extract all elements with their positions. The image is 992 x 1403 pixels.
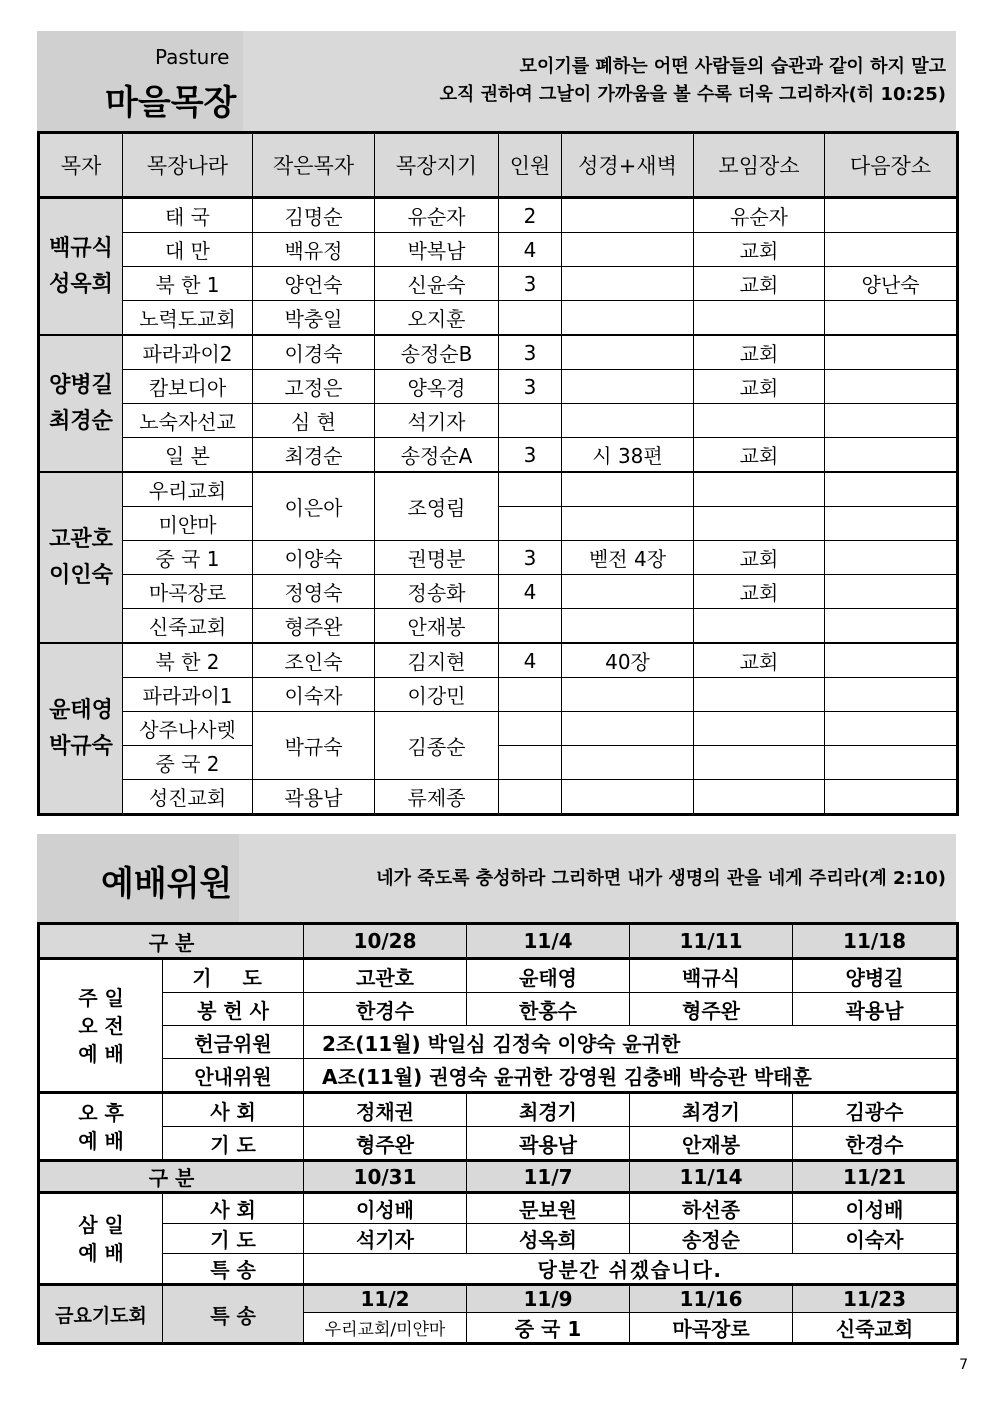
next-place-cell (825, 746, 958, 780)
name-cell: 송정순 (630, 1224, 793, 1254)
role-label: 특 송 (163, 1254, 304, 1285)
table-row (39, 1193, 958, 1224)
page-number: 7 (959, 1357, 968, 1373)
count-cell: 3 (499, 438, 562, 473)
next-place-cell (825, 712, 958, 746)
guide-cell: A조(11월) 권영숙 윤귀한 강영원 김충배 박승관 박태훈 (304, 1059, 958, 1093)
keeper-cell: 유순자 (375, 198, 499, 233)
date-cell: 11/4 (467, 924, 630, 959)
worship-section (37, 834, 956, 1345)
pasture-section (37, 31, 956, 816)
next-place-cell (825, 404, 958, 438)
mokjang-cell: 노력도교회 (123, 301, 253, 336)
table-row (39, 404, 958, 438)
keeper-cell: 오지훈 (375, 301, 499, 336)
next-place-cell (825, 541, 958, 575)
small-shepherd-cell: 이숙자 (253, 678, 375, 712)
label-line: 예 배 (78, 1128, 124, 1153)
leader-name: 이인숙 (49, 562, 113, 588)
place-cell (694, 404, 825, 438)
place-cell: 교회 (694, 643, 825, 678)
next-place-cell (825, 198, 958, 233)
leader-name: 윤태영 (49, 697, 113, 723)
place-cell (694, 780, 825, 815)
role-label: 기 도 (163, 1224, 304, 1254)
keeper-cell: 안재봉 (375, 609, 499, 644)
name-cell: 고관호 (304, 959, 467, 993)
col-header: 목자 (39, 133, 123, 198)
count-cell: 4 (499, 233, 562, 267)
keeper-cell: 김지현 (375, 643, 499, 678)
mokjang-cell: 우리교회 (123, 472, 253, 507)
name-cell: 석기자 (304, 1224, 467, 1254)
wed-label (39, 1193, 163, 1285)
count-cell (499, 609, 562, 644)
bible-cell (562, 233, 694, 267)
bible-cell (562, 780, 694, 815)
table-row (39, 643, 958, 678)
keeper-cell: 송정순B (375, 335, 499, 370)
name-cell: 한경수 (793, 1127, 958, 1161)
name-cell: 이성배 (793, 1193, 958, 1224)
next-place-cell (825, 575, 958, 609)
table-row (39, 1059, 958, 1093)
small-shepherd-cell: 심 현 (253, 404, 375, 438)
sunday-am-label (39, 959, 163, 1093)
name-cell: 안재봉 (630, 1127, 793, 1161)
date-cell: 10/31 (304, 1161, 467, 1193)
bible-cell (562, 712, 694, 746)
count-cell: 3 (499, 541, 562, 575)
table-row (39, 233, 958, 267)
bible-cell (562, 267, 694, 301)
label-line: 삼 일 (78, 1212, 124, 1237)
keeper-cell: 양옥경 (375, 370, 499, 404)
leader-name: 최경순 (49, 408, 113, 434)
bible-cell (562, 678, 694, 712)
place-cell: 교회 (694, 335, 825, 370)
keeper-cell: 정송화 (375, 575, 499, 609)
name-cell: 마곡장로 (630, 1313, 793, 1344)
label-line: 오 전 (78, 1013, 124, 1038)
keeper-cell: 이강민 (375, 678, 499, 712)
keeper-cell: 김종순 (375, 712, 499, 780)
count-cell (499, 780, 562, 815)
date-cell: 11/16 (630, 1285, 793, 1313)
mokjang-cell: 북 한 1 (123, 267, 253, 301)
mokjang-cell: 미얀마 (123, 507, 253, 541)
gubun-label: 구 분 (39, 924, 304, 959)
count-cell: 3 (499, 267, 562, 301)
name-cell: 중 국 1 (467, 1313, 630, 1344)
next-place-cell (825, 780, 958, 815)
bible-cell (562, 472, 694, 507)
mokjang-cell: 일 본 (123, 438, 253, 473)
worship-title: 예배위원 (101, 864, 233, 904)
place-cell: 교회 (694, 541, 825, 575)
date-cell: 11/18 (793, 924, 958, 959)
table-row (39, 198, 958, 233)
leader-name: 양병길 (49, 372, 113, 398)
name-cell: 곽용남 (793, 993, 958, 1026)
count-cell: 3 (499, 370, 562, 404)
small-shepherd-cell: 최경순 (253, 438, 375, 473)
count-cell (499, 678, 562, 712)
leader-cell (39, 335, 123, 472)
label-line: 예 배 (78, 1041, 124, 1066)
leader-name: 고관호 (49, 526, 113, 552)
leader-name: 박규숙 (49, 733, 113, 759)
mokjang-cell: 성진교회 (123, 780, 253, 815)
small-shepherd-cell: 이은아 (253, 472, 375, 541)
name-cell: 한경수 (304, 993, 467, 1026)
leader-cell (39, 198, 123, 336)
name-cell: 문보원 (467, 1193, 630, 1224)
mokjang-cell: 북 한 2 (123, 643, 253, 678)
next-place-cell (825, 301, 958, 336)
role-label: 기 도 (163, 1127, 304, 1161)
next-place-cell (825, 609, 958, 644)
next-place-cell (825, 678, 958, 712)
col-header: 성경+새벽 (562, 133, 694, 198)
col-header: 모임장소 (694, 133, 825, 198)
table-row (39, 1026, 958, 1059)
sunday-pm-label (39, 1093, 163, 1161)
count-cell: 4 (499, 575, 562, 609)
name-cell: 한홍수 (467, 993, 630, 1026)
fri-label: 금요기도회 (39, 1285, 163, 1344)
table-row (39, 541, 958, 575)
table-row (39, 993, 958, 1026)
next-place-cell: 양난숙 (825, 267, 958, 301)
table-row (39, 712, 958, 746)
label-line: 오 후 (78, 1100, 124, 1125)
date-cell: 11/2 (304, 1285, 467, 1313)
name-cell: 정채권 (304, 1093, 467, 1127)
place-cell (694, 301, 825, 336)
mokjang-cell: 대 만 (123, 233, 253, 267)
count-cell: 2 (499, 198, 562, 233)
table-row (39, 507, 958, 541)
small-shepherd-cell: 양언숙 (253, 267, 375, 301)
next-place-cell (825, 233, 958, 267)
count-cell (499, 712, 562, 746)
date-cell: 11/7 (467, 1161, 630, 1193)
pasture-verse-line1: 모이기를 폐하는 어떤 사람들의 습관과 같이 하지 말고 (519, 56, 946, 77)
name-cell: 신죽교회 (793, 1313, 958, 1344)
date-cell: 11/21 (793, 1161, 958, 1193)
count-cell (499, 507, 562, 541)
bible-cell: 40장 (562, 643, 694, 678)
date-cell: 11/23 (793, 1285, 958, 1313)
table-row (39, 472, 958, 507)
name-cell: 최경기 (630, 1093, 793, 1127)
small-shepherd-cell: 김명순 (253, 198, 375, 233)
small-shepherd-cell: 이양숙 (253, 541, 375, 575)
keeper-cell: 류제종 (375, 780, 499, 815)
name-cell: 이성배 (304, 1193, 467, 1224)
small-shepherd-cell: 박충일 (253, 301, 375, 336)
table-row (39, 924, 958, 959)
date-cell: 11/11 (630, 924, 793, 959)
mokjang-cell: 노숙자선교 (123, 404, 253, 438)
mokjang-cell: 파라과이1 (123, 678, 253, 712)
bible-cell (562, 575, 694, 609)
keeper-cell: 석기자 (375, 404, 499, 438)
table-row (39, 301, 958, 336)
small-shepherd-cell: 정영숙 (253, 575, 375, 609)
pasture-title: 마을목장 (105, 83, 237, 123)
mokjang-cell: 중 국 1 (123, 541, 253, 575)
count-cell: 3 (499, 335, 562, 370)
count-cell: 4 (499, 643, 562, 678)
table-row (39, 1093, 958, 1127)
bible-cell (562, 404, 694, 438)
name-cell: 성옥희 (467, 1224, 630, 1254)
pasture-header (37, 31, 956, 131)
table-row (39, 780, 958, 815)
next-place-cell (825, 507, 958, 541)
role-label: 기 도 (163, 959, 304, 993)
usher-cell: 2조(11월) 박일심 김정숙 이양숙 윤귀한 (304, 1026, 958, 1059)
worship-table (37, 922, 959, 1345)
table-row (39, 678, 958, 712)
place-cell: 교회 (694, 438, 825, 473)
mokjang-cell: 신죽교회 (123, 609, 253, 644)
table-row (39, 746, 958, 780)
table-row (39, 1127, 958, 1161)
name-cell: 최경기 (467, 1093, 630, 1127)
count-cell (499, 746, 562, 780)
small-shepherd-cell: 백유정 (253, 233, 375, 267)
name-cell: 형주완 (304, 1127, 467, 1161)
pasture-en-title: Pasture (155, 45, 230, 69)
place-cell (694, 507, 825, 541)
pasture-header-row (39, 133, 958, 198)
worship-header (37, 834, 956, 922)
place-cell: 교회 (694, 575, 825, 609)
place-cell (694, 472, 825, 507)
mokjang-cell: 태 국 (123, 198, 253, 233)
table-row (39, 335, 958, 370)
table-row (39, 267, 958, 301)
label-line: 예 배 (78, 1240, 124, 1265)
mokjang-cell: 캄보디아 (123, 370, 253, 404)
role-label: 봉 헌 사 (163, 993, 304, 1026)
name-cell: 우리교회/미얀마 (304, 1313, 467, 1344)
table-row (39, 438, 958, 473)
place-cell: 교회 (694, 370, 825, 404)
bible-cell: 벧전 4장 (562, 541, 694, 575)
table-row (39, 609, 958, 644)
keeper-cell: 조영림 (375, 472, 499, 541)
date-cell: 10/28 (304, 924, 467, 959)
count-cell (499, 404, 562, 438)
mokjang-cell: 중 국 2 (123, 746, 253, 780)
name-cell: 윤태영 (467, 959, 630, 993)
table-row (39, 1254, 958, 1285)
leader-name: 백규식 (49, 235, 113, 261)
gubun-label: 구 분 (39, 1161, 304, 1193)
col-header: 목장지기 (375, 133, 499, 198)
small-shepherd-cell: 박규숙 (253, 712, 375, 780)
wed-special-cell: 당분간 쉬겠습니다. (304, 1254, 958, 1285)
bible-cell (562, 370, 694, 404)
date-cell: 11/9 (467, 1285, 630, 1313)
bible-cell (562, 507, 694, 541)
name-cell: 곽용남 (467, 1127, 630, 1161)
bible-cell (562, 746, 694, 780)
bible-cell (562, 301, 694, 336)
place-cell (694, 746, 825, 780)
place-cell: 교회 (694, 267, 825, 301)
worship-verse: 네가 죽도록 충성하라 그리하면 내가 생명의 관을 네게 주리라(계 2:10) (376, 868, 946, 889)
name-cell: 양병길 (793, 959, 958, 993)
keeper-cell: 박복남 (375, 233, 499, 267)
keeper-cell: 송정순A (375, 438, 499, 473)
leader-cell (39, 643, 123, 815)
role-label: 헌금위원 (163, 1026, 304, 1059)
table-row (39, 959, 958, 993)
next-place-cell (825, 472, 958, 507)
next-place-cell (825, 438, 958, 473)
pasture-verse-line2: 오직 권하여 그날이 가까움을 볼 수록 더욱 그리하자(히 10:25) (439, 84, 946, 105)
bible-cell (562, 198, 694, 233)
next-place-cell (825, 335, 958, 370)
place-cell (694, 712, 825, 746)
col-header: 다음장소 (825, 133, 958, 198)
name-cell: 하선종 (630, 1193, 793, 1224)
role-label: 특 송 (163, 1285, 304, 1344)
table-row (39, 1224, 958, 1254)
role-label: 사 회 (163, 1193, 304, 1224)
keeper-cell: 권명분 (375, 541, 499, 575)
table-row (39, 575, 958, 609)
col-header: 인원 (499, 133, 562, 198)
place-cell: 교회 (694, 233, 825, 267)
place-cell (694, 678, 825, 712)
col-header: 작은목자 (253, 133, 375, 198)
pasture-table (37, 131, 959, 816)
name-cell: 백규식 (630, 959, 793, 993)
small-shepherd-cell: 이경숙 (253, 335, 375, 370)
count-cell (499, 301, 562, 336)
mokjang-cell: 파라과이2 (123, 335, 253, 370)
bible-cell (562, 609, 694, 644)
name-cell: 이숙자 (793, 1224, 958, 1254)
small-shepherd-cell: 형주완 (253, 609, 375, 644)
label-line: 주 일 (78, 985, 124, 1010)
small-shepherd-cell: 조인숙 (253, 643, 375, 678)
pasture-verse (440, 53, 946, 109)
small-shepherd-cell: 곽용남 (253, 780, 375, 815)
name-cell: 형주완 (630, 993, 793, 1026)
place-cell: 유순자 (694, 198, 825, 233)
table-row (39, 1161, 958, 1193)
date-cell: 11/14 (630, 1161, 793, 1193)
table-row (39, 370, 958, 404)
next-place-cell (825, 370, 958, 404)
next-place-cell (825, 643, 958, 678)
table-row (39, 1285, 958, 1313)
leader-cell (39, 472, 123, 643)
mokjang-cell: 상주나사렛 (123, 712, 253, 746)
leader-name: 성옥희 (49, 271, 113, 297)
role-label: 안내위원 (163, 1059, 304, 1093)
name-cell: 김광수 (793, 1093, 958, 1127)
role-label: 사 회 (163, 1093, 304, 1127)
bible-cell (562, 335, 694, 370)
bible-cell: 시 38편 (562, 438, 694, 473)
place-cell (694, 609, 825, 644)
mokjang-cell: 마곡장로 (123, 575, 253, 609)
count-cell (499, 472, 562, 507)
small-shepherd-cell: 고정은 (253, 370, 375, 404)
col-header: 목장나라 (123, 133, 253, 198)
keeper-cell: 신윤숙 (375, 267, 499, 301)
